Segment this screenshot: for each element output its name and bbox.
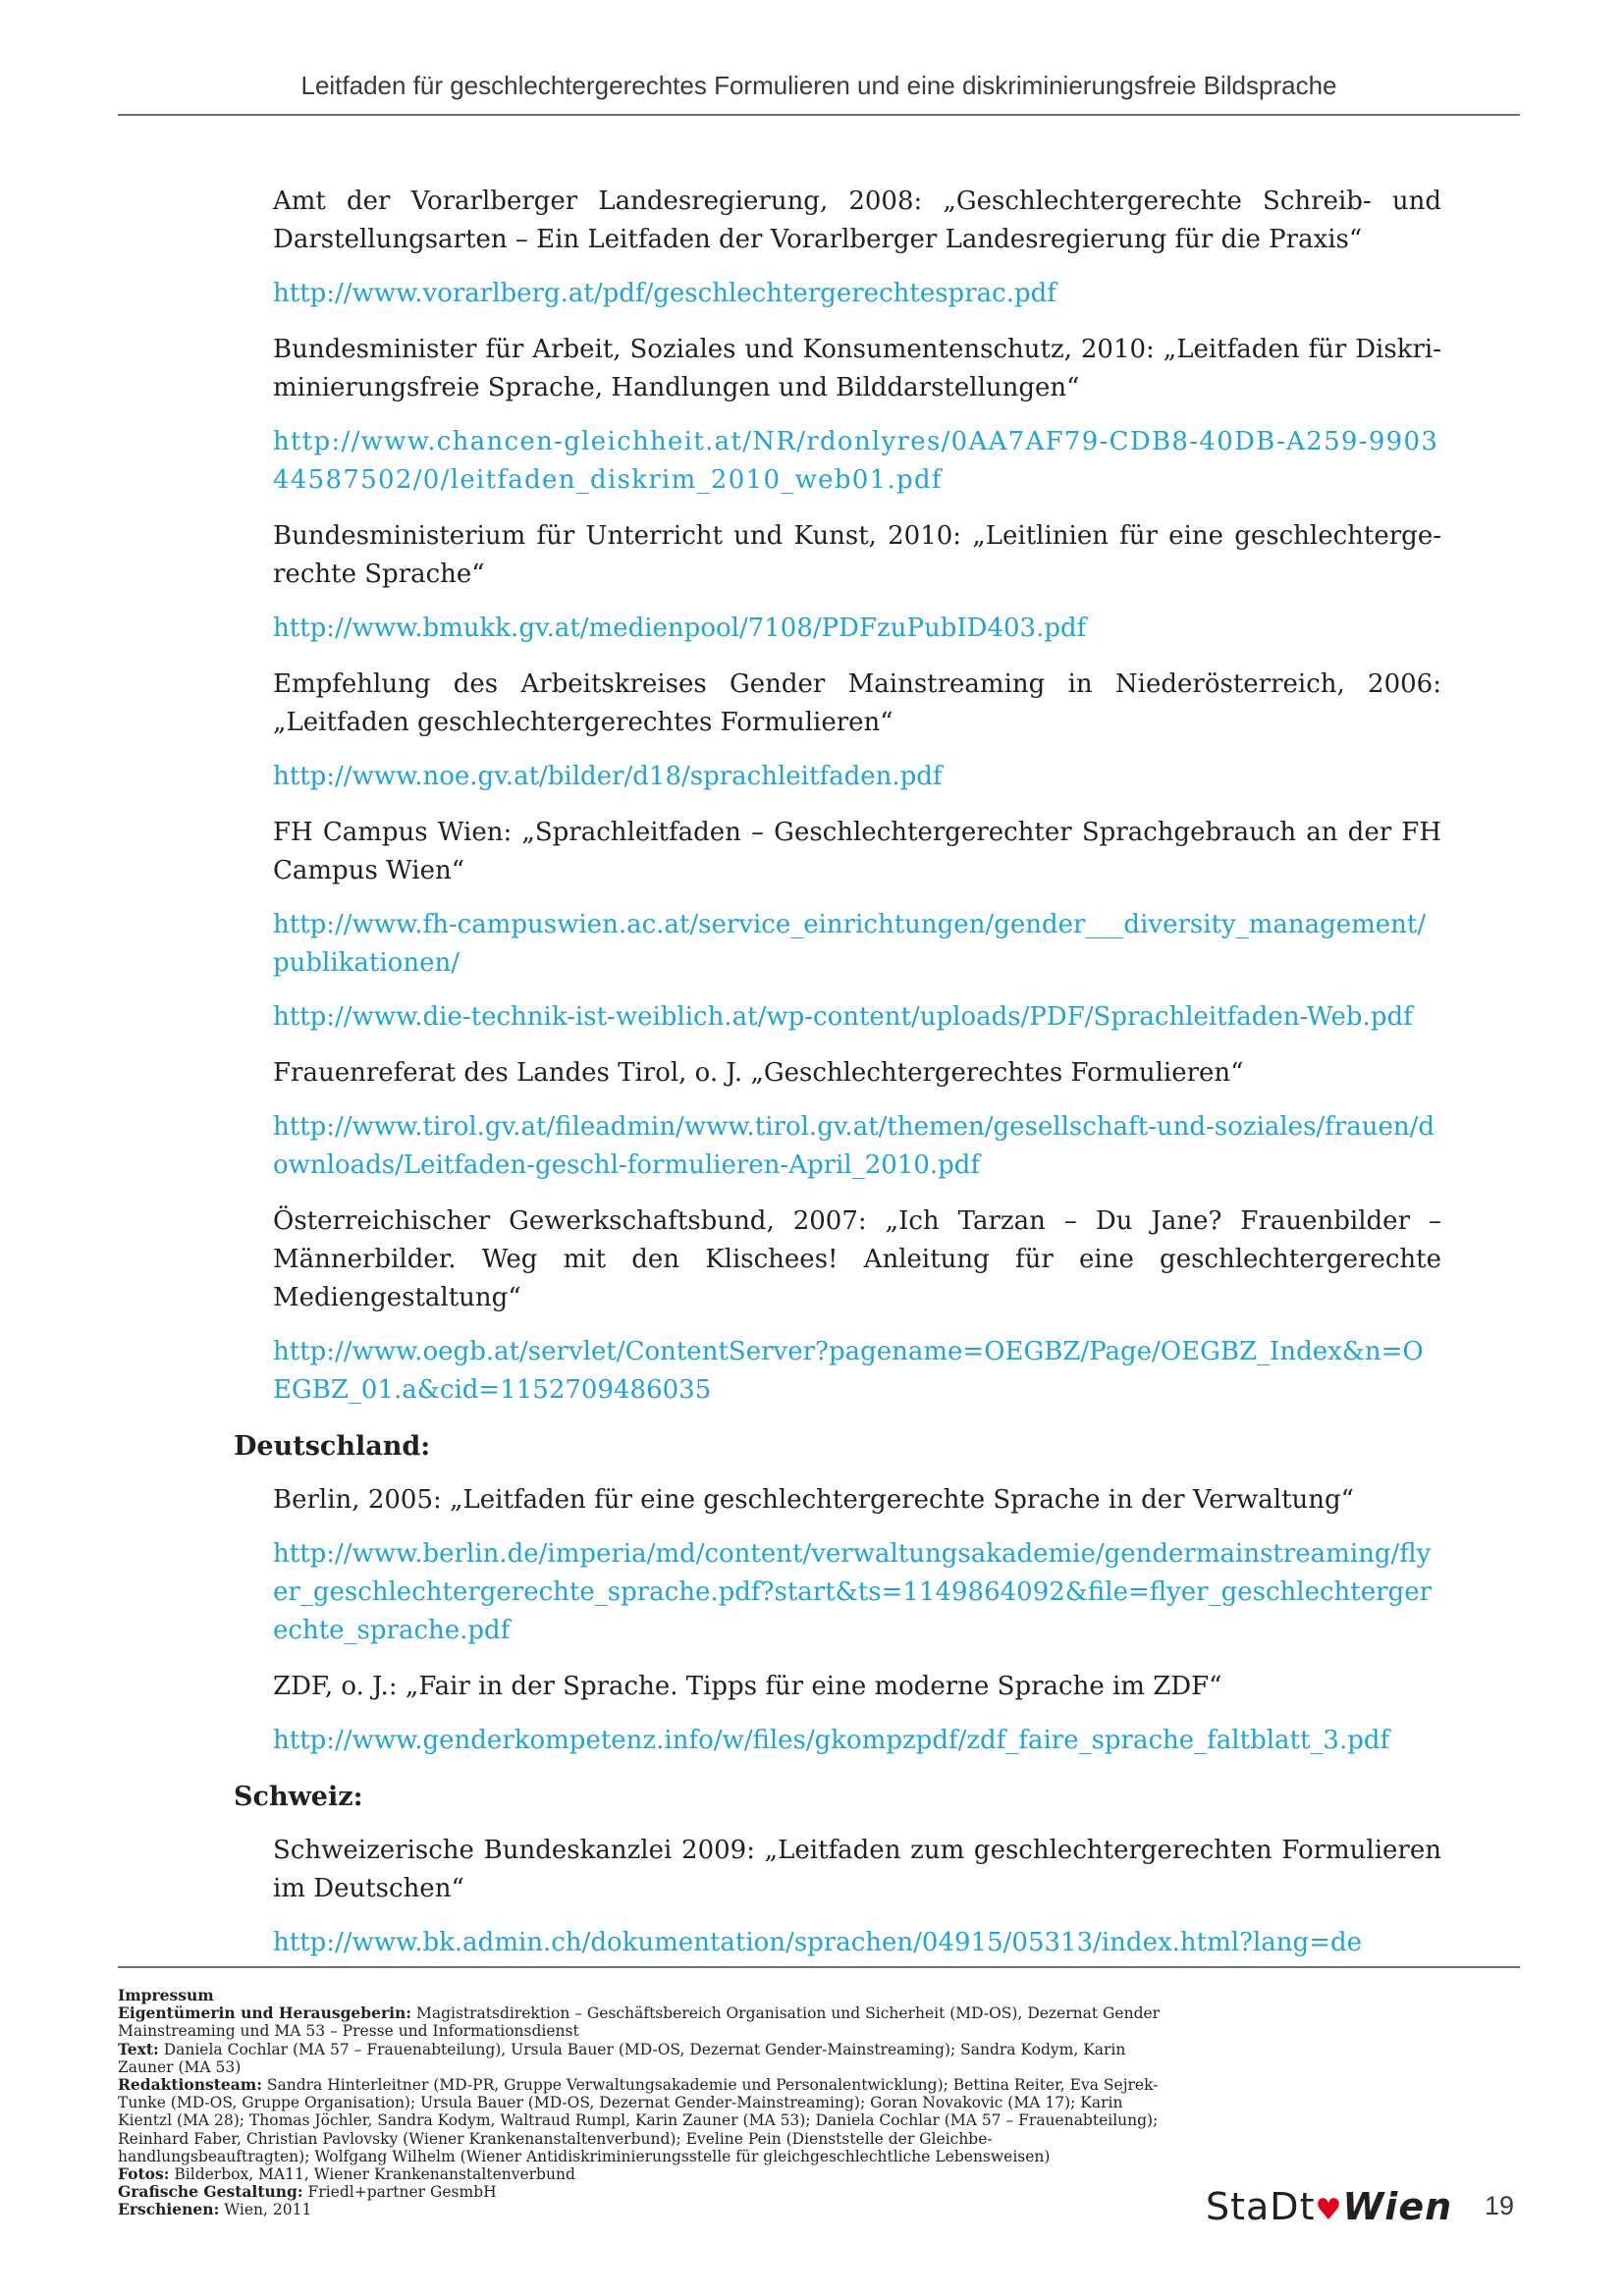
reference-entry: Österreichischer Gewerkschaftsbund, 2007: „Ich Tarzan – Du Jane? Frauenbilder – Männerbilder. Weg mit den Klischees! Anleitung für eine geschlechtergerechte Mediengestaltung“	[273, 1206, 1441, 1312]
reference-link[interactable]: http://www.genderkompetenz.info/w/files/gkompzpdf/zdf_faire_sprache_faltblatt_3.pdf	[273, 1726, 1390, 1755]
reference-link[interactable]: http://www.noe.gv.at/bilder/d18/sprachleitfaden.pdf	[273, 762, 943, 791]
impressum-value: Wien, 2011	[224, 2201, 312, 2219]
reference-entry: FH Campus Wien: „Sprachleitfaden – Geschlechtergerechter Sprachgebrauch an der FH Campus Wien“	[273, 818, 1441, 885]
impressum-label: Text:	[118, 2039, 159, 2058]
logo-stadt: StaDt	[1206, 2185, 1316, 2228]
page-header-title: Leitfaden für geschlechtergerechtes Formulieren und eine diskriminierungsfreie Bildsprache	[300, 71, 1337, 100]
reference-entry: ZDF, o. J.: „Fair in der Sprache. Tipps für eine moderne Sprache im ZDF“	[273, 1672, 1222, 1701]
reference-entry: Frauenreferat des Landes Tirol, o. J. „Geschlechtergerechtes Formulieren“	[273, 1058, 1244, 1088]
reference-entry: Bundesministerium für Unterricht und Kunst, 2010: „Leitlinien für eine geschlechtergerechte Sprache“	[273, 521, 1441, 589]
impressum-value: Magistratsdirektion – Geschäftsbereich Organisation und Sicherheit (MD-OS), Dezernat Gender Mainstreaming und MA 53 – Presse und Informationsdienst	[118, 2004, 1161, 2041]
reference-link[interactable]: http://www.bk.admin.ch/dokumentation/sprachen/04915/05313/index.html?lang=de	[273, 1928, 1363, 1957]
reference-link[interactable]: http://www.chancen-gleichheit.at/NR/rdonlyres/0AA7AF79-CDB8-40DB-A259-990344587502/0/leitfaden_diskrim_2010_web01.pdf	[273, 427, 1439, 495]
page-number: 19	[1485, 2191, 1515, 2220]
impressum-label: Fotos:	[118, 2164, 170, 2184]
impressum-value: Sandra Hinterleitner (MD-PR, Gruppe Verwaltungsakademie und Personalentwicklung); Bettina Reiter, Eva Sejrek-Tunke (MD-OS, Gruppe Organisation); Ursula Bauer (MD-OS, Dezernat Gender-Mainstreaming); Goran Novakovic (MA 17); Karin Kientzl (MA 28); Thomas Jöchler, Sandra Kodym, Waltraud Rumpl, Karin Zauner (MA 53); Daniela Cochlar (MA 57 – Frauenabteilung); Reinhard Faber, Christian Pavlovsky (Wiener Krankenanstaltenverbund); Eveline Pein (Dienststelle der Gleichbehandlungsbeauftragten); Wolfgang Wilhelm (Wiener Antidiskriminierungsstelle für gleichgeschlechtliche Lebensweisen)	[118, 2076, 1159, 2165]
reference-link[interactable]: http://www.berlin.de/imperia/md/content/verwaltungsakademie/gendermainstreaming/flyer_geschlechtergerechte_sprache.pdf?start&ts=1149864092&file=flyer_geschlechtergerechte_sprache.pdf	[273, 1539, 1433, 1645]
impressum-title: Impressum	[118, 1986, 214, 2004]
reference-link[interactable]: http://www.vorarlberg.at/pdf/geschlechtergerechtesprac.pdf	[273, 279, 1056, 308]
impressum	[118, 1987, 1178, 2219]
logo-wien: Wien	[1342, 2185, 1453, 2228]
footer-divider	[118, 1966, 1520, 1968]
section-heading-switzerland: Schweiz:	[234, 1782, 363, 1812]
impressum-label: Grafische Gestaltung:	[118, 2182, 303, 2202]
reference-link[interactable]: http://www.fh-campuswien.ac.at/service_einrichtungen/gender___diversity_management/publikationen/	[273, 910, 1427, 978]
reference-list	[234, 183, 1441, 1962]
impressum-label: Eigentümerin und Herausgeberin:	[118, 2003, 412, 2023]
reference-link[interactable]: http://www.bmukk.gv.at/medienpool/7108/PDFzuPubID403.pdf	[273, 614, 1087, 643]
impressum-value: Bilderbox, MA11, Wiener Krankenanstaltenverbund	[174, 2165, 575, 2184]
impressum-label: Redaktionsteam:	[118, 2075, 262, 2095]
reference-entry: Bundesminister für Arbeit, Soziales und Konsumentenschutz, 2010: „Leitfaden für Diskriminierungsfreie Sprache, Handlungen und Bilddarstellungen“	[273, 335, 1441, 402]
reference-entry: Amt der Vorarlberger Landesregierung, 2008: „Geschlechtergerechte Schreib- und Darstellungsarten – Ein Leitfaden der Vorarlberger Landesregierung für die Praxis“	[273, 187, 1441, 254]
section-heading-germany: Deutschland:	[234, 1431, 431, 1462]
reference-link[interactable]: http://www.die-technik-ist-weiblich.at/wp-content/uploads/PDF/Sprachleitfaden-Web.pdf	[273, 1002, 1413, 1032]
header-divider	[118, 114, 1520, 116]
impressum-value: Friedl+partner GesmbH	[307, 2183, 497, 2202]
reference-entry: Schweizerische Bundeskanzlei 2009: „Leitfaden zum geschlechtergerechten Formulieren im Deutschen“	[273, 1836, 1441, 1903]
stadt-wien-logo	[1206, 2185, 1452, 2228]
reference-entry: Empfehlung des Arbeitskreises Gender Mainstreaming in Niederösterreich, 2006: „Leitfaden geschlechtergerechtes Formulieren“	[273, 669, 1441, 737]
reference-link[interactable]: http://www.oegb.at/servlet/ContentServer?pagename=OEGBZ/Page/OEGBZ_Index&n=OEGBZ_01.a&cid=1152709486035	[273, 1337, 1424, 1405]
reference-entry: Berlin, 2005: „Leitfaden für eine geschlechtergerechte Sprache in der Verwaltung“	[273, 1485, 1354, 1515]
reference-link[interactable]: http://www.tirol.gv.at/fileadmin/www.tirol.gv.at/themen/gesellschaft-und-soziales/frauen/downloads/Leitfaden-geschl-formulieren-April_2010.pdf	[273, 1112, 1435, 1180]
impressum-value: Daniela Cochlar (MA 57 – Frauenabteilung), Ursula Bauer (MD-OS, Dezernat Gender-Mainstreaming); Sandra Kodym, Karin Zauner (MA 53)	[118, 2040, 1126, 2076]
impressum-label: Erschienen:	[118, 2200, 220, 2219]
logo-mark-icon: ♥	[1315, 2193, 1343, 2227]
